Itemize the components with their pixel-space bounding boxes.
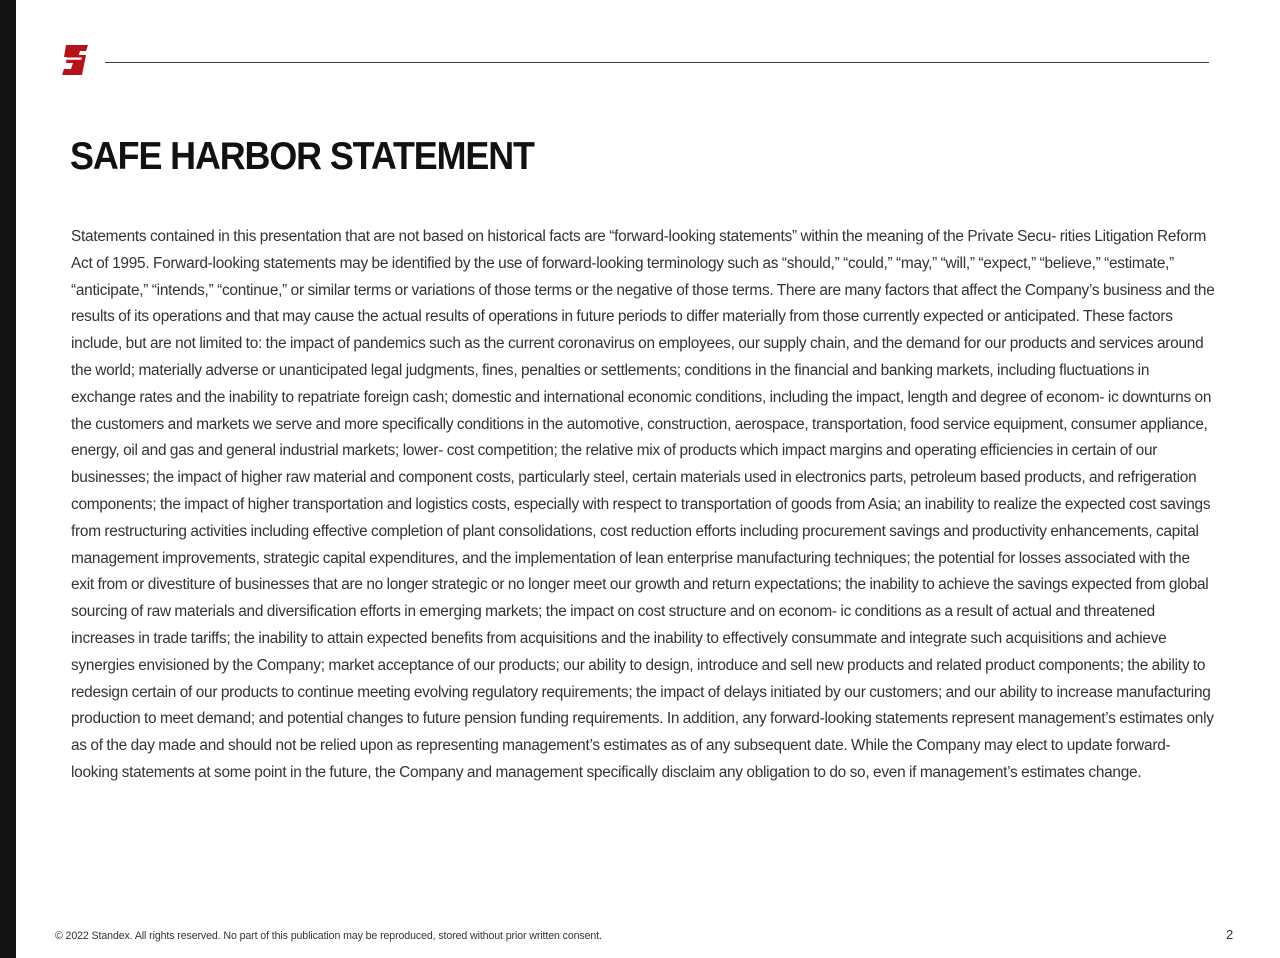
safe-harbor-paragraph: Statements contained in this presentation that are not based on historical facts are “forward-looking statements” within the meaning of the Private Secu- rities Litigation Reform Act of 1995. Forward-looking statements may be identified by the use of forward-looking terminology such as “should,” “could,” “may,” “will,” “expect,” “believe,” “estimate,” “anticipate,” “intends,” “continue,” or similar terms or variations of those terms or the negative of those terms. There are many factors that affect the Company’s business and the results of its operations and that may cause the actual results of operations in future periods to differ materially from those currently expected or anticipated. These factors include, but are not limited to: the impact of pandemics such as the current coronavirus on employees, our supply chain, and the demand for our products and services around the world; materially adverse or unanticipated legal judgments, fines, penalties or settlements; conditions in the financial and banking markets, including fluctuations in exchange rates and the inability to repatriate foreign cash; domestic and international economic conditions, including the impact, length and degree of econom- ic downturns on the customers and markets we serve and more specifically conditions in the automotive, construction, aerospace, transportation, food service equipment, consumer appliance, energy, oil and gas and general industrial markets; lower- cost competition; the relative mix of products which impact margins and operating efficiencies in certain of our businesses; the impact of higher raw material and component costs, particularly steel, certain materials used in electronics parts, petroleum based products, and refrigeration components; the impact of higher transportation and logistics costs, especially with respect to transportation of goods from Asia; an inability to realize the expected cost savings from restructuring activities including effective completion of plant consolidations, cost reduction efforts including procurement savings and productivity enhancements, capital management improvements, strategic capital expenditures, and the implementation of lean enterprise manufacturing techniques; the potential for losses associated with the exit from or divestiture of businesses that are no longer strategic or no longer meet our growth and return expectations; the inability to achieve the savings expected from global sourcing of raw materials and diversification efforts in emerging markets; the impact on cost structure and on econom- ic conditions as a result of actual and threatened increases in trade tariffs; the inability to attain expected benefits from acquisitions and the inability to effectively consummate and integrate such acquisitions and achieve synergies envisioned by the Company; market acceptance of our products; our ability to design, introduce and sell new products and related product components; the ability to redesign certain of our products to continue meeting evolving regulatory requirements; the impact of delays initiated by our customers; and our ability to increase manufacturing production to meet demand; and potential changes to future pension funding requirements. In addition, any forward-looking statements represent management’s estimates only as of the day made and should not be relied upon as representing management’s estimates as of any subsequent date. While the Company may elect to update forward-looking statements at some point in the future, the Company and management specifically disclaim any obligation to do so, even if management’s estimates change. <box>71 228 1215 781</box>
header-divider <box>105 62 1209 63</box>
page-title: SAFE HARBOR STATEMENT <box>70 135 534 178</box>
left-edge-bar <box>0 0 16 958</box>
page-number: 2 <box>1226 927 1234 942</box>
standex-logo-icon <box>62 45 88 75</box>
footer-copyright: © 2022 Standex. All rights reserved. No part of this publication may be reproduced, stored without prior written consent. <box>55 930 602 942</box>
